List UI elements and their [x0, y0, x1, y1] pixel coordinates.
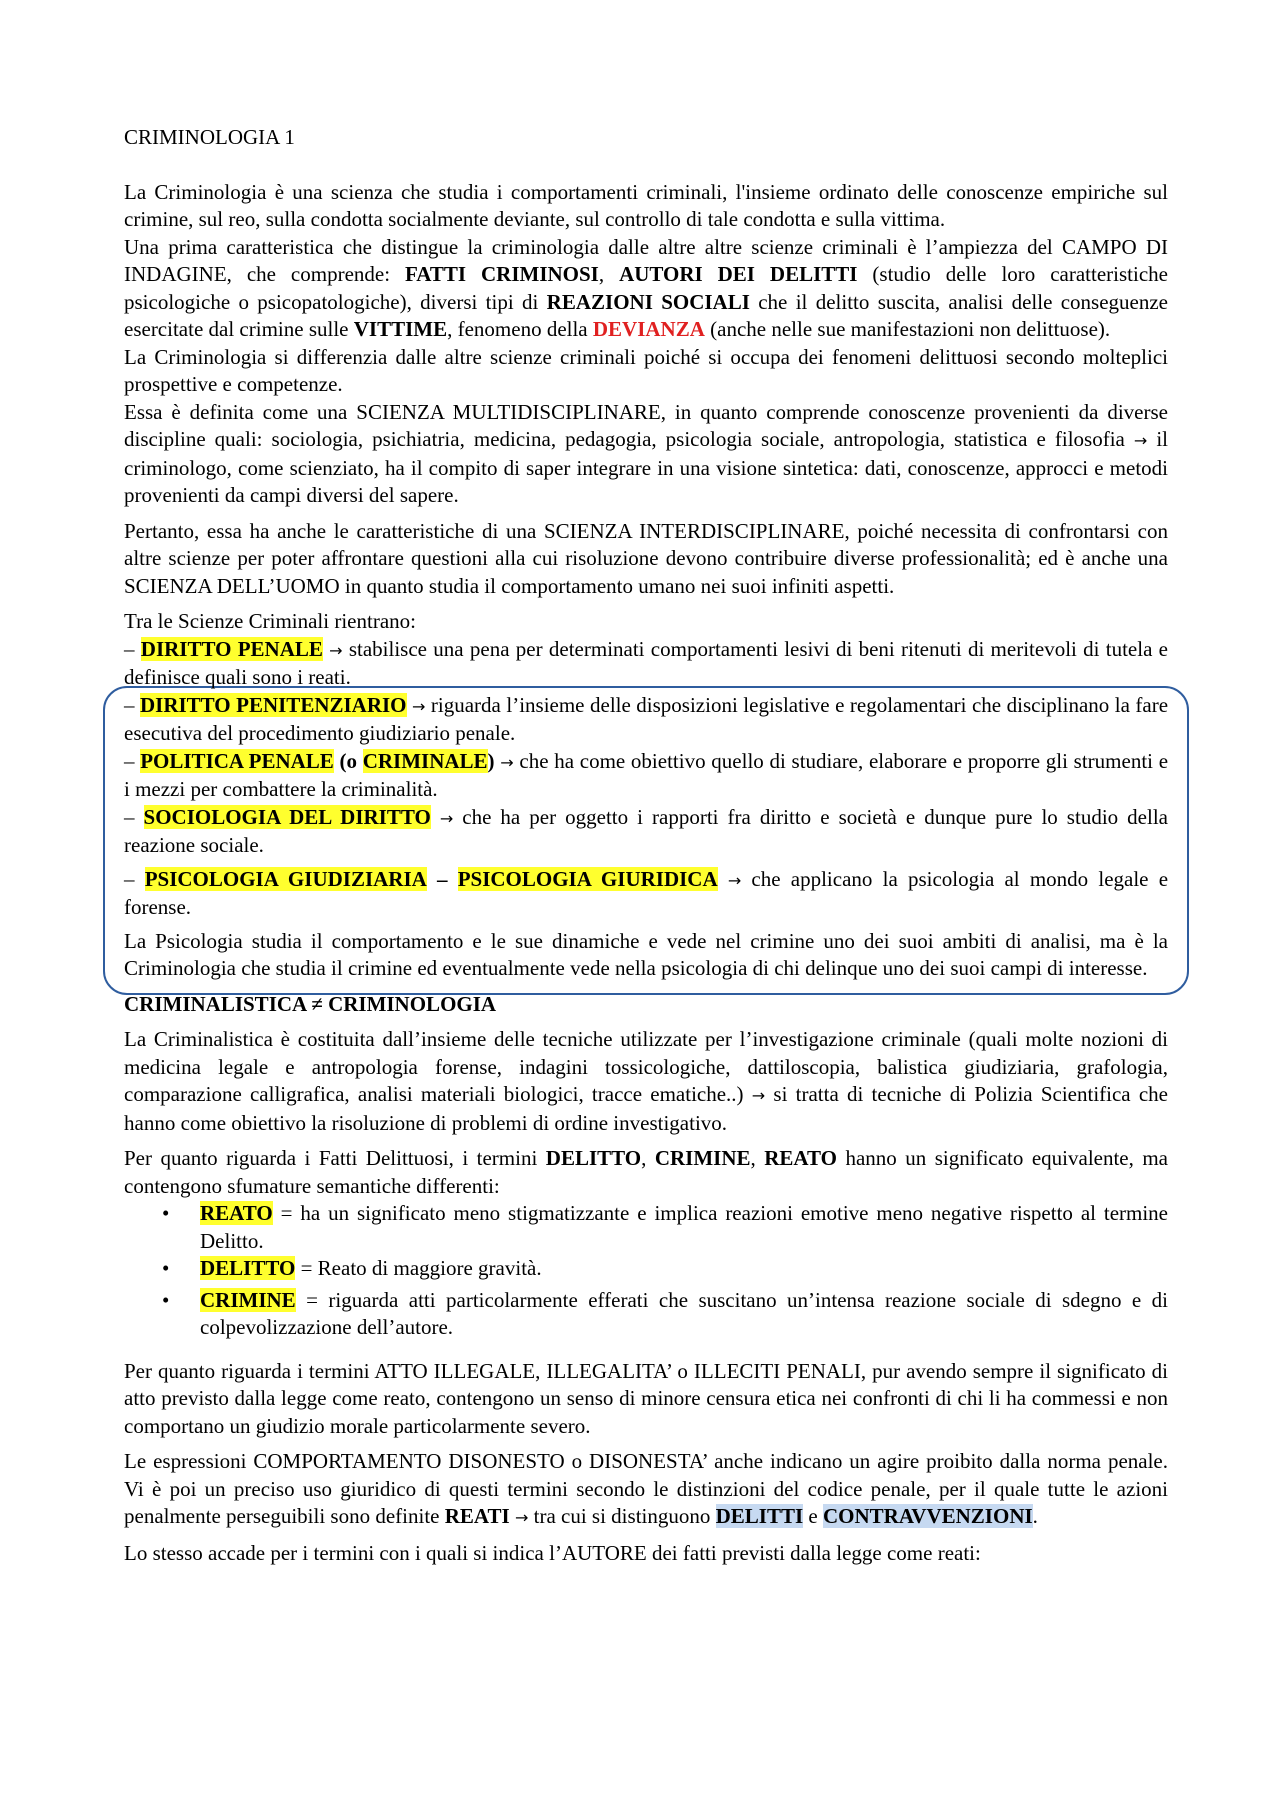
highlight-term: SOCIOLOGIA DEL DIRITTO [143, 804, 431, 829]
text: . [1032, 1504, 1038, 1528]
highlight-term: CRIMINALE [362, 748, 488, 773]
list-item [124, 1287, 1168, 1342]
bold-term: (o [333, 748, 363, 773]
bold-term: REATI [444, 1504, 510, 1528]
box-item-psicologia [124, 866, 1168, 922]
text: che ha per oggetto i rapporti fra diritto e società e dunque pure lo studio della reazione sociale. [124, 804, 1168, 857]
text: tra cui si distinguono [528, 1504, 716, 1528]
highlight-term: REATO [200, 1201, 273, 1225]
box-item-sociologia-diritto [124, 804, 1168, 860]
highlight-term: DELITTO [200, 1256, 296, 1280]
section-heading [124, 991, 1168, 1019]
arrow-icon: → [514, 1508, 529, 1527]
bold-term: REAZIONI SOCIALI [546, 289, 750, 314]
dash: – [437, 866, 448, 891]
arrow-icon: → [500, 752, 514, 772]
text: si tratta di tecniche di Polizia Scientifica che hanno come obiettivo la risoluzione di problemi di ordine investigativo. [124, 1082, 1168, 1135]
text: che il delitto suscita, analisi delle conseguenze esercitate dal crimine sulle [124, 289, 1168, 341]
box-intro: Tra le Scienze Criminali rientrano: [124, 609, 416, 633]
paragraph-atto-illegale: Per quanto riguarda i termini ATTO ILLEGALE, ILLEGALITA’ o ILLECITI PENALI, pur avendo sempre il significato di atto previsto dalla legge come reato, contengono un senso di minore censura etica nei confronti di chi li ha commessi e non comportano un giudizio morale particolarmente severo. [124, 1358, 1168, 1438]
dash: – [124, 748, 135, 773]
bold-term: CRIMINE [654, 1146, 751, 1170]
text: Per quanto riguarda i Fatti Delittuosi, i termini [124, 1146, 546, 1170]
text: stabilisce una pena per determinati comportamenti lesivi di beni ritenuti di meritevoli di tutela e definisce quali sono i reati. [124, 636, 1169, 689]
text: il criminologo, come scienziato, ha il compito di saper integrare in una visione sintetica: dati, conoscenze, approcci e metodi provenienti da campi diversi del sapere. [124, 427, 1168, 507]
text: (studio delle loro caratteristiche psicologiche o psicopatologiche), diversi tipi di [124, 262, 1168, 314]
paragraph-psicologia: La Psicologia studia il comportamento e le sue dinamiche e vede nel crimine uno dei suoi ambiti di analisi, ma è la Criminologia che studia il crimine ed eventualmente vede nella psicologia di chi delinque uno dei suoi campi di interesse. [124, 928, 1168, 980]
text: , [641, 1146, 655, 1170]
box-item-diritto-penale [124, 636, 1168, 692]
text: hanno un significato equivalente, ma contengono sfumature semantiche differenti: [124, 1146, 1169, 1198]
arrow-icon: → [439, 808, 454, 828]
terms-list [124, 1200, 1168, 1342]
bullet-icon: • [162, 1287, 170, 1312]
highlight-term: PSICOLOGIA GIURIDICA [457, 866, 718, 891]
paragraph-autore: Lo stesso accade per i termini con i quali si indica l’AUTORE dei fatti previsti dalla legge come reati: [124, 1540, 981, 1565]
list-item [124, 1200, 1168, 1255]
dash: – [124, 636, 135, 661]
paragraph-interdisciplinare: Pertanto, essa ha anche le caratteristiche di una SCIENZA INTERDISCIPLINARE, poiché necessita di confrontarsi con altre scienze per poter affrontare questioni alla cui risoluzione devono contribuire diverse professionalità; ed è anche una SCIENZA DELL’UOMO in quanto studia il comportamento umano nei suoi infiniti aspetti. [124, 518, 1168, 598]
highlight-term: POLITICA PENALE [140, 748, 334, 773]
scienze-criminali-box [124, 608, 1168, 922]
paragraph-definition: La Criminologia è una scienza che studia i comportamenti criminali, l'insieme ordinato delle conoscenze empiriche sul crimine, sul reo, sulla condotta socialmente deviante, sul controllo di tale condotta e sulla vittima. [124, 179, 1168, 231]
text: La Criminalistica è costituita dall’insieme delle tecniche utilizzate per l’investigazione criminale (quali molte nozioni di medicina legale e antropologia forense, indagini tossicologiche, dattiloscopia, balistica giudiziaria, grafologia, comparazione calligrafica, analisi materiali biologici, tracce ematiche..) [124, 1027, 1168, 1106]
paragraph-disonesto [124, 1448, 1168, 1532]
text: , [598, 262, 620, 286]
text: (anche nelle sue manifestazioni non delittuose). [704, 317, 1111, 341]
document-title: CRIMINOLOGIA 1 [124, 125, 295, 149]
bold-term: ) [487, 748, 495, 773]
text: che applicano la psicologia al mondo legale e forense. [124, 866, 1169, 919]
paragraph-prospettive: La Criminologia si differenzia dalle altre scienze criminali poiché si occupa dei fenomeni delittuosi secondo molteplici prospettive e competenze. [124, 344, 1168, 396]
text: , fenomeno della [447, 317, 593, 341]
text: e [803, 1504, 823, 1528]
bold-term: AUTORI DEI DELITTI [619, 262, 858, 286]
bold-term: FATTI CRIMINOSI [405, 262, 599, 286]
arrow-icon: → [751, 1086, 766, 1105]
arrow-icon: → [412, 696, 426, 716]
highlight-term: PSICOLOGIA GIUDIZIARIA [144, 866, 427, 891]
paragraph-multidisciplinare [124, 399, 1168, 510]
text: Essa è definita come una SCIENZA MULTIDISCIPLINARE, in quanto comprende conoscenze provenienti da diverse discipline quali: sociologia, psichiatria, medicina, pedagogia, psicologia sociale, antropologia, statistica e filosofia [124, 399, 1168, 451]
paragraph-criminalistica [124, 1026, 1168, 1137]
blue-highlight-term: DELITTI [715, 1504, 804, 1528]
text: riguarda l’insieme delle disposizioni legislative e regolamentari che disciplinano la fare esecutiva del procedimento giudiziario penale. [124, 692, 1169, 745]
dash: – [124, 804, 135, 829]
arrow-icon: → [329, 640, 343, 660]
text: , [750, 1146, 765, 1170]
text: Le espressioni COMPORTAMENTO DISONESTO o DISONESTA’ anche indicano un agire proibito dalla norma penale. Vi è poi un preciso uso giuridico di questi termini secondo le distinzioni del codice penale, per il quale tutte le azioni penalmente perseguibili sono definite [124, 1449, 1168, 1528]
bullet-icon: • [162, 1256, 170, 1280]
bold-term: DELITTO [545, 1146, 642, 1170]
highlight-term: CRIMINE [200, 1287, 296, 1312]
paragraph-fatti-delittuosi [124, 1145, 1168, 1200]
bold-term: VITTIME [353, 317, 448, 341]
blue-highlight-term: CONTRAVVENZIONI [823, 1504, 1033, 1528]
list-item [124, 1255, 1168, 1283]
bold-term: REATO [764, 1146, 837, 1170]
arrow-icon: → [727, 870, 742, 890]
highlight-term: DIRITTO PENITENZIARIO [140, 692, 407, 717]
box-item-diritto-penitenziario [124, 692, 1168, 748]
red-term: DEVIANZA [592, 317, 705, 341]
dash: – [124, 692, 135, 717]
text: che ha come obiettivo quello di studiare, elaborare e proporre gli strumenti e i mezzi per combattere la criminalità. [124, 748, 1169, 801]
text: Una prima caratteristica che distingue la criminologia dalle altre altre scienze criminali è l’ampiezza del CAMPO DI INDAGINE, che comprende: [124, 234, 1168, 286]
text: = ha un significato meno stigmatizzante e implica reazioni emotive meno negative rispetto al termine Delitto. [200, 1201, 1168, 1253]
text: = Reato di maggiore gravità. [295, 1256, 542, 1280]
text: = riguarda atti particolarmente efferati che suscitano un’intensa reazione sociale di sdegno e di colpevolizzazione dell’autore. [200, 1287, 1168, 1339]
document-body [124, 124, 1168, 1567]
arrow-icon: → [1133, 431, 1148, 450]
paragraph-campo-indagine [124, 234, 1168, 344]
box-item-politica-penale [124, 748, 1168, 804]
heading-text: CRIMINALISTICA ≠ CRIMINOLOGIA [124, 991, 497, 1016]
highlight-term: DIRITTO PENALE [140, 636, 323, 661]
dash: – [124, 866, 135, 891]
bullet-icon: • [162, 1201, 170, 1225]
